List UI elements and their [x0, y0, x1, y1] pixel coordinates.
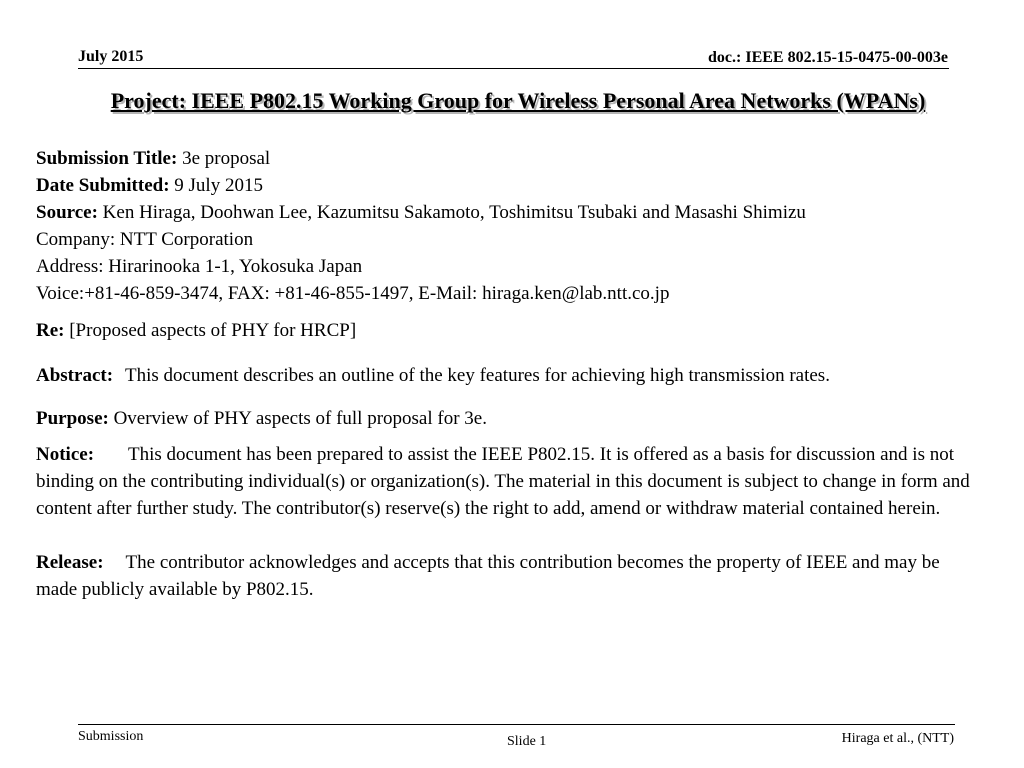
re-value: [Proposed aspects of PHY for HRCP]: [69, 320, 357, 341]
notice-value: This document has been prepared to assist the IEEE P802.15. It is offered as a basis for discussion and is not binding on the contributing individual(s) or organization(s). The material in this document is subject to change in form and content after further study. The contributor(s) reserve(s) the right to add, amend or withdraw material contained herein.: [36, 444, 970, 519]
footer-authors: Hiraga et al., (NTT): [841, 731, 954, 746]
company-line: Company: NTT Corporation: [36, 229, 254, 250]
submission-title-line: [36, 145, 996, 172]
date-submitted-value: 9 July 2015: [174, 175, 263, 196]
abstract-value: This document describes an outline of the key features for achieving high transmission rates.: [125, 365, 830, 386]
project-title: Project: IEEE P802.15 Working Group for Wireless Personal Area Networks (WPANs): [110, 88, 926, 113]
abstract-line: [36, 362, 996, 389]
source-label: Source:: [36, 202, 98, 223]
header-date: July 2015: [78, 48, 144, 65]
purpose-line: [36, 405, 996, 432]
abstract-label: Abstract:: [36, 365, 114, 386]
header-divider: [78, 68, 949, 69]
purpose-value: Overview of PHY aspects of full proposal for 3e.: [113, 408, 487, 429]
contact-line: Voice:+81-46-859-3474, FAX: +81-46-855-1497, E-Mail: hiraga.ken@lab.ntt.co.jp: [36, 283, 670, 304]
release-value: The contributor acknowledges and accepts that this contribution becomes the property of IEEE and may be made publicly available by P802.15.: [36, 552, 940, 600]
address-line: Address: Hirarinooka 1-1, Yokosuka Japan: [36, 256, 363, 277]
notice-label: Notice:: [36, 444, 95, 465]
purpose-label: Purpose:: [36, 408, 109, 429]
source-line: [36, 199, 996, 226]
footer-divider: [78, 724, 955, 725]
header-doc-id: doc.: IEEE 802.15-15-0475-00-003e: [708, 49, 948, 66]
notice-paragraph: [36, 441, 982, 522]
submission-title-value: 3e proposal: [182, 148, 271, 169]
release-label: Release:: [36, 552, 104, 573]
date-submitted-line: [36, 172, 996, 199]
re-label: Re:: [36, 320, 65, 341]
footer-submission: Submission: [78, 729, 144, 744]
date-submitted-label: Date Submitted:: [36, 175, 170, 196]
footer-slide-number: Slide 1: [507, 734, 547, 749]
re-line: [36, 317, 996, 344]
release-paragraph: [36, 549, 982, 603]
submission-title-label: Submission Title:: [36, 148, 178, 169]
source-value: Ken Hiraga, Doohwan Lee, Kazumitsu Sakamoto, Toshimitsu Tsubaki and Masashi Shimizu: [102, 202, 806, 223]
